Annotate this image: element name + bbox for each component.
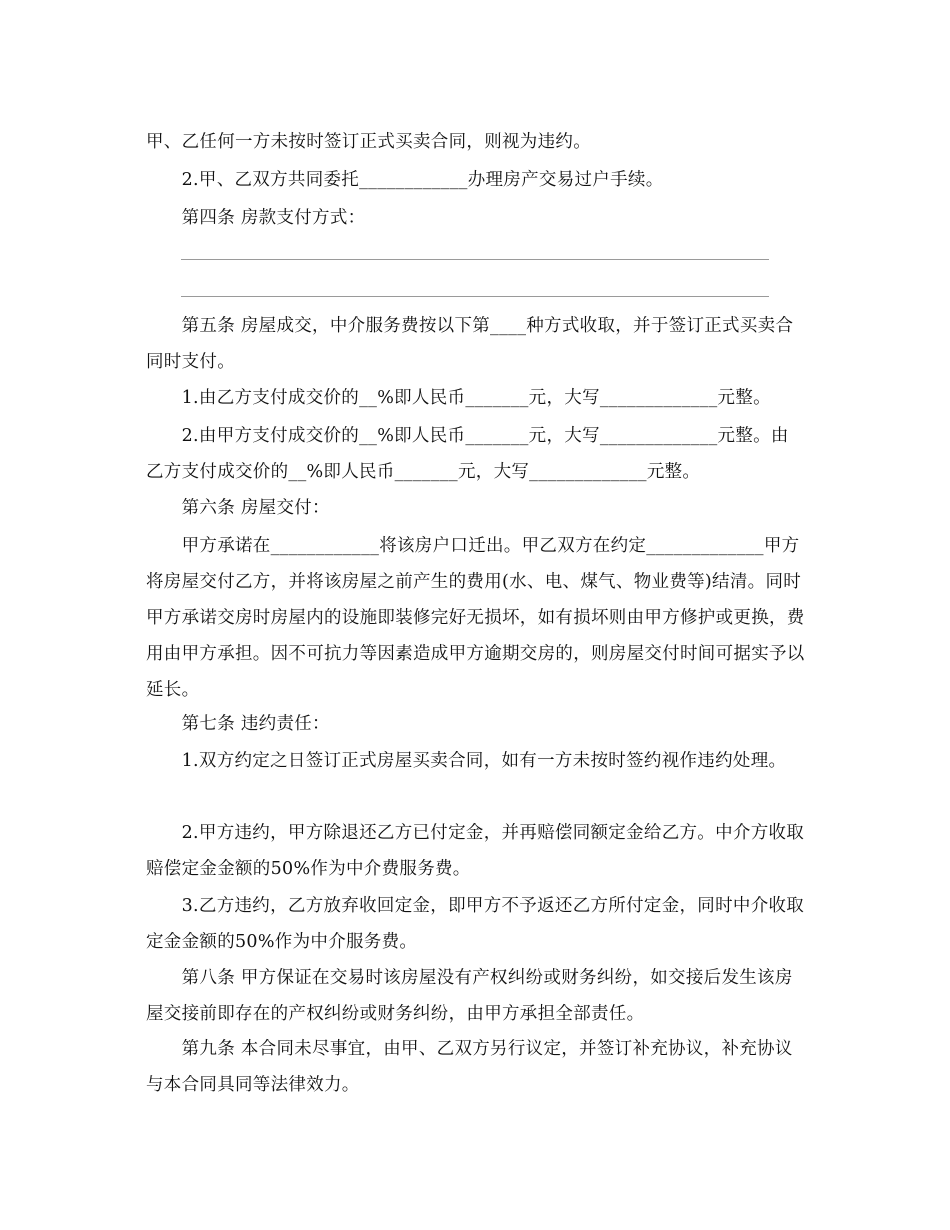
paragraph-clause5-item2: 2.由甲方支付成交价的__%即人民币_______元，大写_____________元整。由乙方支付成交价的__%即人民币_______元，大写_____________元整。	[146, 426, 789, 482]
paragraph-clause4-heading: 第四条 房款支付方式：	[146, 208, 366, 228]
paragraph-clause7-heading: 第七条 违约责任：	[146, 714, 330, 734]
paragraph-clause6-body: 甲方承诺在____________将该房户口迁出。甲乙双方在约定_____________甲方将房屋交付乙方，并将该房屋之前产生的费用(水、电、煤气、物业费等)结清。同时甲方承诺交房时房屋内的设施即装修完好无损坏，如有损坏则由甲方修护或更换，费用由甲方承担。因不可抗力等因素造成甲方逾期交房的，则房屋交付时间可据实予以延长。	[146, 536, 805, 700]
paragraph-clause5-item1: 1.由乙方支付成交价的__%即人民币_______元，大写_____________元整。	[146, 388, 771, 408]
paragraph-clause7-item1: 1.双方约定之日签订正式房屋买卖合同，如有一方未按时签约视作违约处理。	[146, 751, 787, 771]
blank-fill-line-2	[181, 296, 769, 297]
blank-fill-line-1	[181, 259, 769, 260]
paragraph-clause3-item2: 2.甲、乙双方共同委托____________办理房产交易过户手续。	[146, 170, 664, 190]
paragraph-clause3-end: 甲、乙任何一方未按时签订正式买卖合同，则视为违约。	[146, 132, 591, 152]
paragraph-clause7-item3: 3.乙方违约，乙方放弃收回定金，即甲方不予返还乙方所付定金，同时中介收取定金金额的50%作为中介服务费。	[146, 896, 805, 952]
paragraph-clause6-heading: 第六条 房屋交付：	[146, 498, 330, 518]
paragraph-clause8: 第八条 甲方保证在交易时该房屋没有产权纠纷或财务纠纷，如交接后发生该房屋交接前即存在的产权纠纷或财务纠纷，由甲方承担全部责任。	[146, 968, 793, 1024]
paragraph-clause5: 第五条 房屋成交，中介服务费按以下第____种方式收取，并于签订正式买卖合同时支付。	[146, 316, 794, 372]
paragraph-clause7-item2: 2.甲方违约，甲方除退还乙方已付定金，并再赔偿同额定金给乙方。中介方收取赔偿定金金额的50%作为中介费服务费。	[146, 823, 805, 879]
paragraph-clause9: 第九条 本合同未尽事宜，由甲、乙双方另行议定，并签订补充协议，补充协议与本合同具同等法律效力。	[146, 1039, 793, 1095]
